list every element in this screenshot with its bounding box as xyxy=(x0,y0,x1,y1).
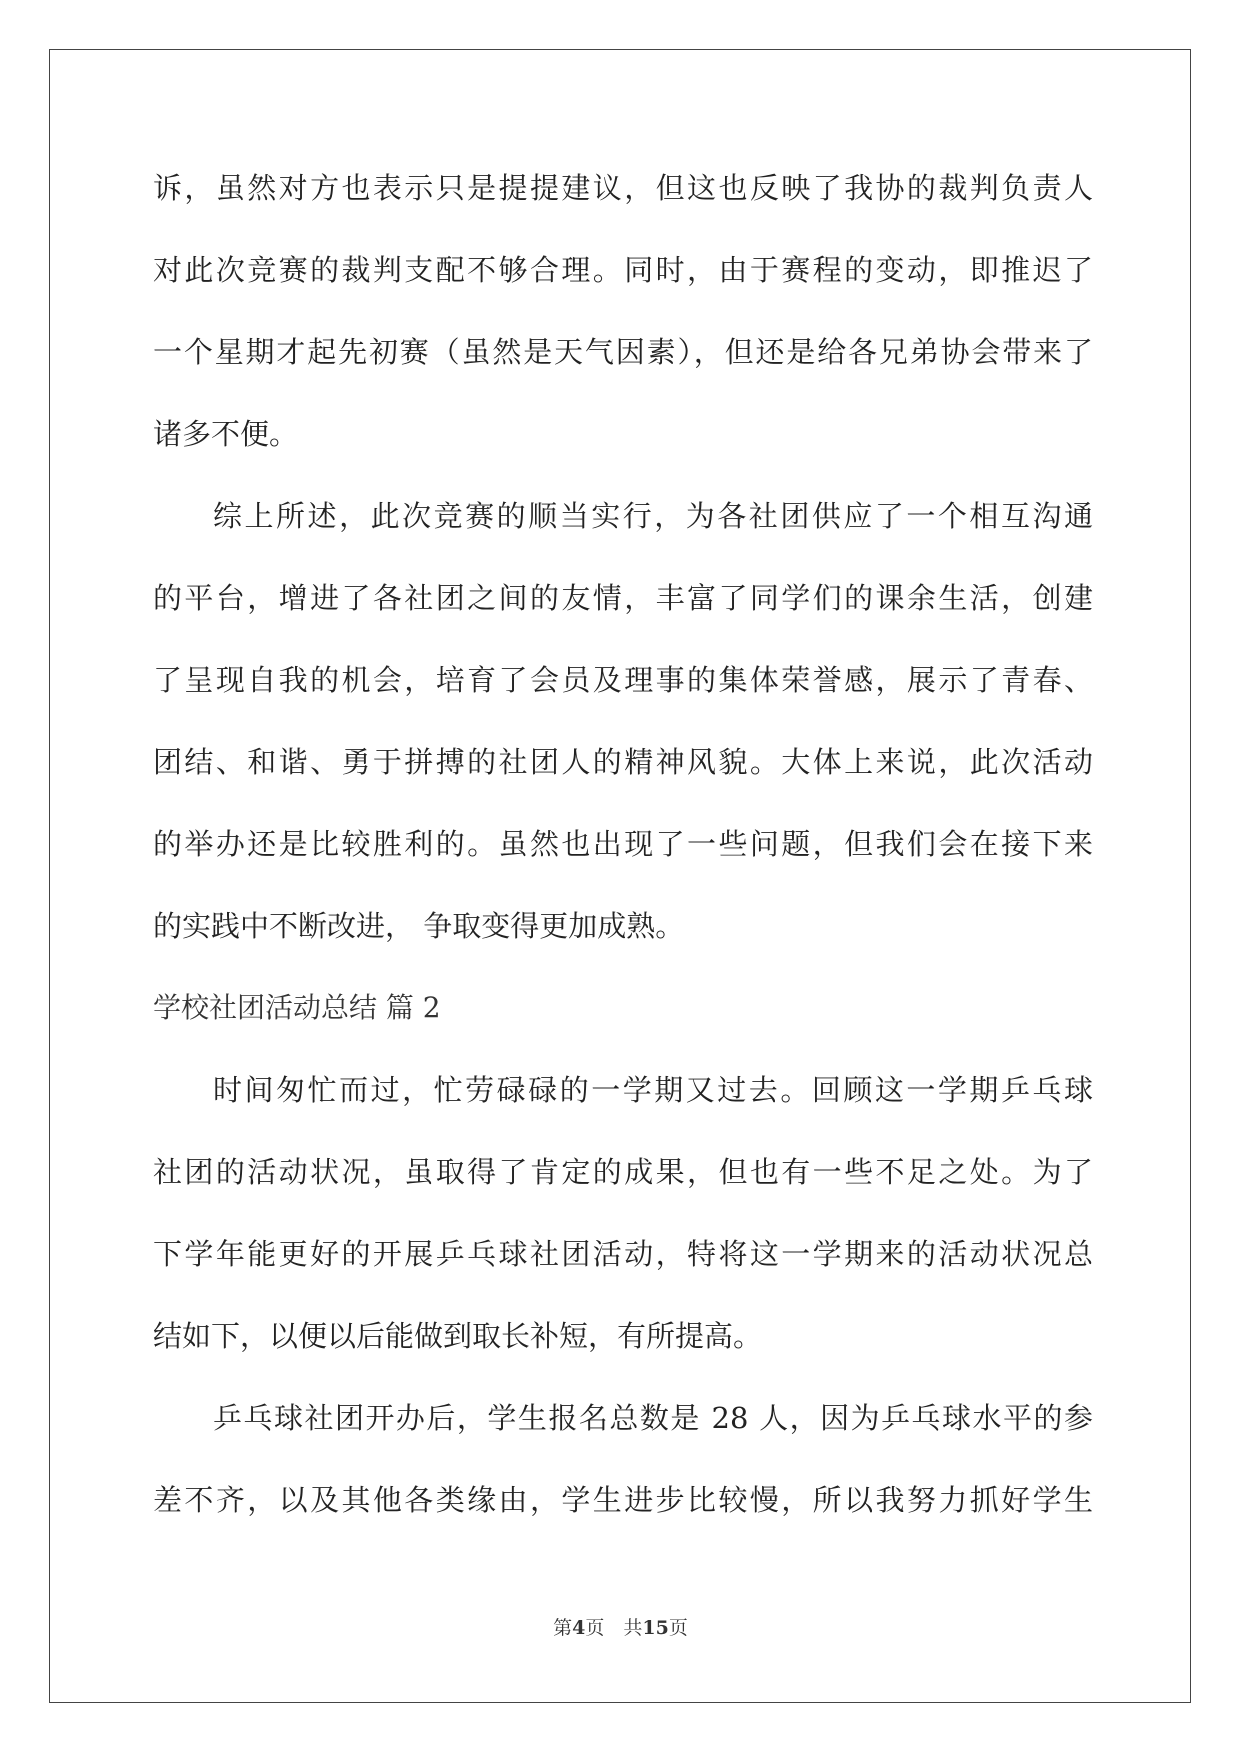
text-line: 综上所述，此次竞赛的顺当实行，为各社团供应了一个相互沟通 xyxy=(213,499,1093,533)
section-heading: 学校社团活动总结 篇 2 xyxy=(153,991,441,1024)
text-line: 了呈现自我的机会，培育了会员及理事的集体荣誉感，展示了青春、 xyxy=(153,663,1093,697)
page-mid: 页 共 xyxy=(585,1617,643,1639)
text-line: 的平台，增进了各社团之间的友情，丰富了同学们的课余生活，创建 xyxy=(153,581,1093,615)
text-line: 的实践中不断改进， 争取变得更加成熟。 xyxy=(153,909,685,943)
text-line: 时间匆忙而过，忙劳碌碌的一学期又过去。回顾这一学期乒乓球 xyxy=(213,1073,1093,1107)
text-line: 乒乓球社团开办后，学生报名总数是 28 人，因为乒乓球水平的参 xyxy=(213,1401,1093,1435)
text-line: 差不齐，以及其他各类缘由，学生进步比较慢，所以我努力抓好学生 xyxy=(153,1483,1093,1517)
text-line: 一个星期才起先初赛（虽然是天气因素），但还是给各兄弟协会带来了 xyxy=(153,335,1093,369)
text-line: 社团的活动状况，虽取得了肯定的成果，但也有一些不足之处。为了 xyxy=(153,1155,1093,1189)
total-pages: 15 xyxy=(642,1617,669,1639)
text-line: 团结、和谐、勇于拼搏的社团人的精神风貌。大体上来说，此次活动 xyxy=(153,745,1093,779)
text-line: 的举办还是比较胜利的。虽然也出现了一些问题，但我们会在接下来 xyxy=(153,827,1093,861)
page-footer xyxy=(0,1613,1241,1640)
text-line: 诸多不便。 xyxy=(153,417,299,451)
text-line: 诉，虽然对方也表示只是提提建议，但这也反映了我协的裁判负责人 xyxy=(153,171,1093,205)
text-line: 结如下，以便以后能做到取长补短，有所提高。 xyxy=(153,1319,763,1353)
text-line: 下学年能更好的开展乒乓球社团活动，特将这一学期来的活动状况总 xyxy=(153,1237,1093,1271)
page-suffix: 页 xyxy=(668,1617,688,1639)
text-line: 对此次竞赛的裁判支配不够合理。同时，由于赛程的变动，即推迟了 xyxy=(153,253,1093,287)
document-body xyxy=(153,168,1093,1562)
page-number: 4 xyxy=(572,1617,586,1639)
page-prefix: 第 xyxy=(553,1617,573,1639)
